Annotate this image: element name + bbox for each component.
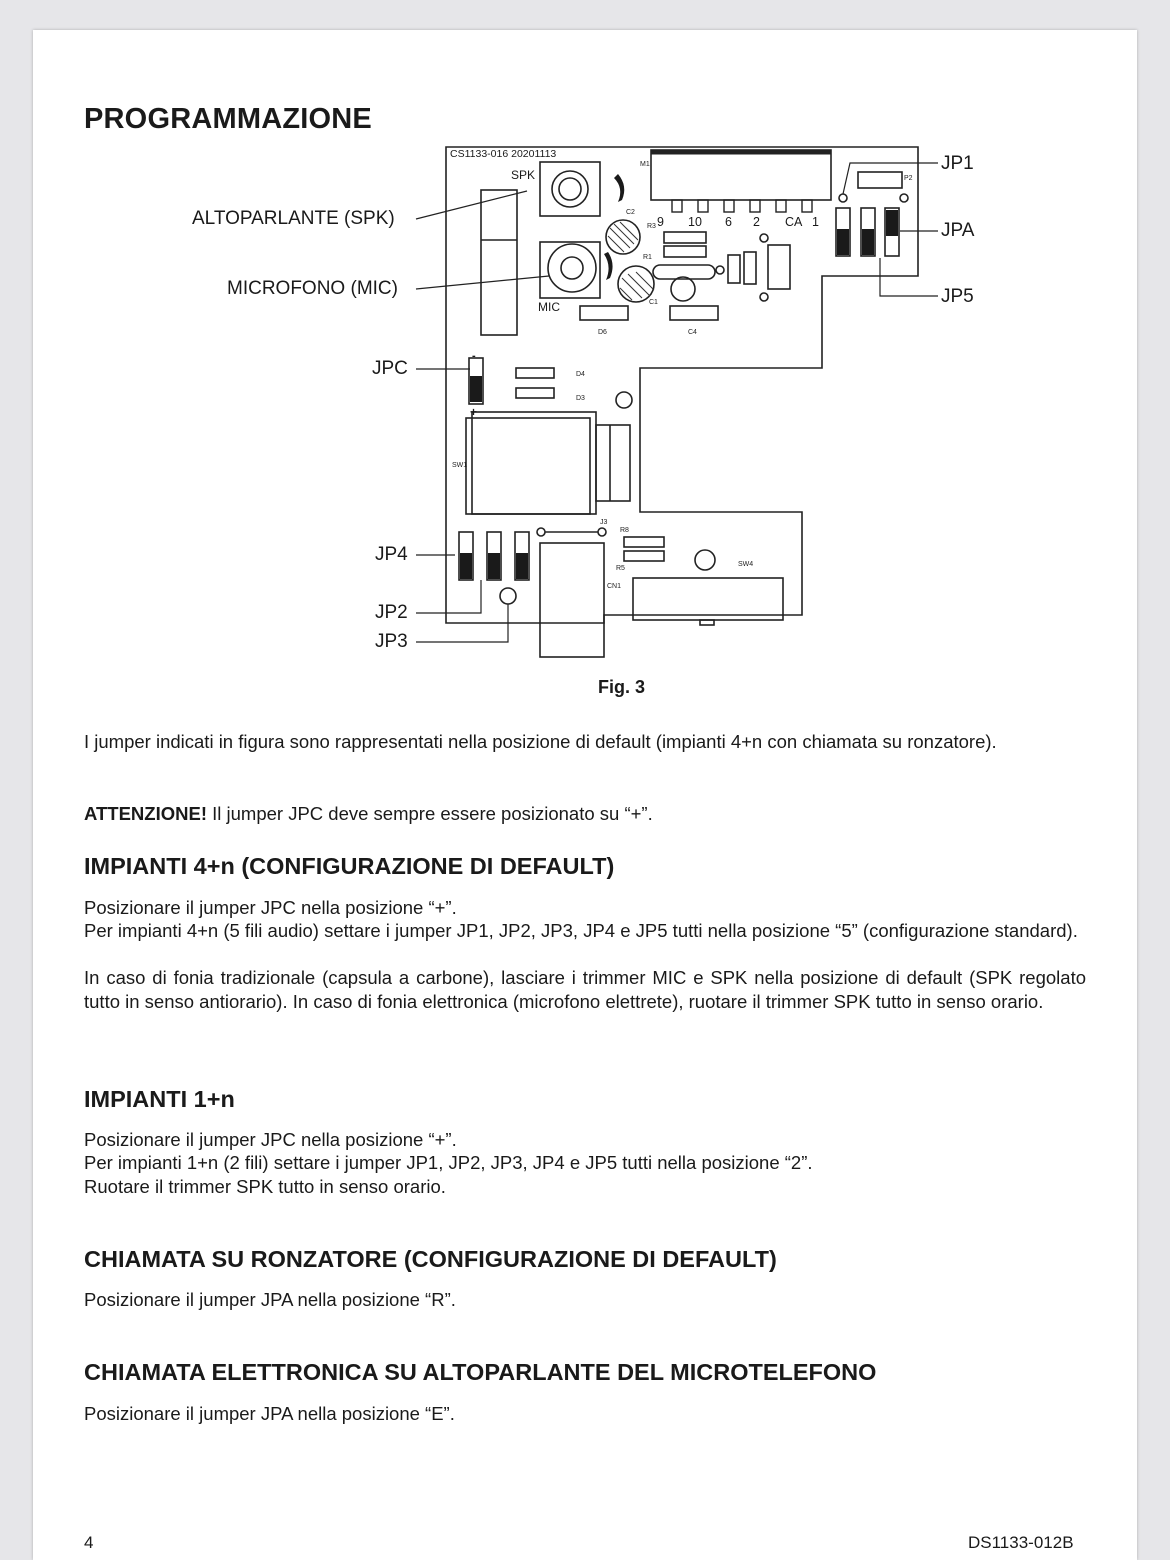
section-heading: CHIAMATA ELETTRONICA SU ALTOPARLANTE DEL MICROTELEFONO — [84, 1359, 877, 1385]
svg-text:R5: R5 — [616, 565, 625, 572]
svg-text:SW4: SW4 — [738, 561, 754, 568]
callout-altoparlante: ALTOPARLANTE (SPK) — [192, 208, 395, 229]
jpc-plus-label: + — [470, 405, 478, 419]
svg-text:M1: M1 — [640, 161, 650, 168]
section-line: Posizionare il jumper JPC nella posizione “+”. — [84, 1129, 457, 1150]
section-heading: IMPIANTI 4+n (CONFIGURAZIONE DI DEFAULT) — [84, 853, 615, 879]
section-line: In caso di fonia tradizionale (capsula a carbone), lasciare i trimmer MIC e SPK nella posizione di default (SPK regolato tutto in senso antiorario). In caso di fonia elettronica (microfono elettrete), ruotare il trimmer SPK tutto in senso orario. — [84, 967, 1086, 1012]
svg-text:J3: J3 — [600, 519, 608, 526]
terminal-label: CA — [785, 215, 803, 229]
svg-text:C1: C1 — [649, 299, 658, 306]
document-code: DS1133-012B — [968, 1533, 1074, 1552]
board-label-spk: SPK — [511, 168, 536, 182]
section-line: Posizionare il jumper JPA nella posizione “E”. — [84, 1403, 455, 1424]
callout-jp1: JP1 — [941, 153, 974, 174]
warning-label: ATTENZIONE! — [84, 803, 207, 824]
warning-text: Il jumper JPC deve sempre essere posizionato su “+”. — [206, 803, 653, 824]
pcb-figure — [0, 0, 1170, 720]
page-number: 4 — [84, 1533, 94, 1552]
jpc-minus-label: - — [472, 350, 476, 362]
callout-jp3: JP3 — [375, 631, 408, 652]
section-heading: IMPIANTI 1+n — [84, 1086, 235, 1112]
callout-jp5: JP5 — [941, 286, 974, 307]
callout-jp4: JP4 — [375, 544, 408, 565]
intro-paragraph: I jumper indicati in figura sono rappresentati nella posizione di default (impianti 4+n con chiamata su ronzatore). — [84, 731, 997, 752]
terminal-label: 6 — [725, 215, 732, 229]
terminal-label: 2 — [753, 215, 760, 229]
svg-text:P2: P2 — [904, 175, 913, 182]
svg-text:D3: D3 — [576, 395, 585, 402]
svg-text:R8: R8 — [620, 527, 629, 534]
page-title: PROGRAMMAZIONE — [84, 103, 372, 135]
callout-jp2: JP2 — [375, 602, 408, 623]
svg-text:D6: D6 — [598, 329, 607, 336]
terminal-label: 10 — [688, 215, 702, 229]
pcb-drawing — [0, 0, 1170, 720]
section-line: Ruotare il trimmer SPK tutto in senso orario. — [84, 1176, 446, 1197]
terminal-label: 1 — [812, 215, 819, 229]
callout-jpc: JPC — [372, 358, 408, 379]
svg-text:R1: R1 — [643, 254, 652, 261]
terminal-label: 9 — [657, 215, 664, 229]
callout-microfono: MICROFONO (MIC) — [227, 278, 398, 299]
section-line: Posizionare il jumper JPA nella posizione “R”. — [84, 1289, 456, 1310]
svg-text:SW1: SW1 — [452, 462, 468, 469]
svg-text:C4: C4 — [688, 329, 697, 336]
board-label-mic: MIC — [538, 300, 560, 314]
section-line: Per impianti 4+n (5 fili audio) settare i jumper JP1, JP2, JP3, JP4 e JP5 tutti nella posizione “5” (configurazione standard). — [84, 920, 1078, 941]
section-line: Posizionare il jumper JPC nella posizione “+”. — [84, 897, 457, 918]
svg-text:D4: D4 — [576, 371, 585, 378]
board-code: CS1133-016 20201113 — [450, 148, 557, 160]
svg-text:C2: C2 — [626, 209, 635, 216]
figure-caption: Fig. 3 — [598, 677, 646, 697]
section-heading: CHIAMATA SU RONZATORE (CONFIGURAZIONE DI DEFAULT) — [84, 1246, 777, 1272]
callout-jpa: JPA — [941, 220, 975, 241]
section-line: Per impianti 1+n (2 fili) settare i jumper JP1, JP2, JP3, JP4 e JP5 tutti nella posizione “2”. — [84, 1152, 813, 1173]
svg-text:R3: R3 — [647, 223, 656, 230]
warning-paragraph — [84, 802, 1086, 826]
svg-text:CN1: CN1 — [607, 583, 622, 590]
